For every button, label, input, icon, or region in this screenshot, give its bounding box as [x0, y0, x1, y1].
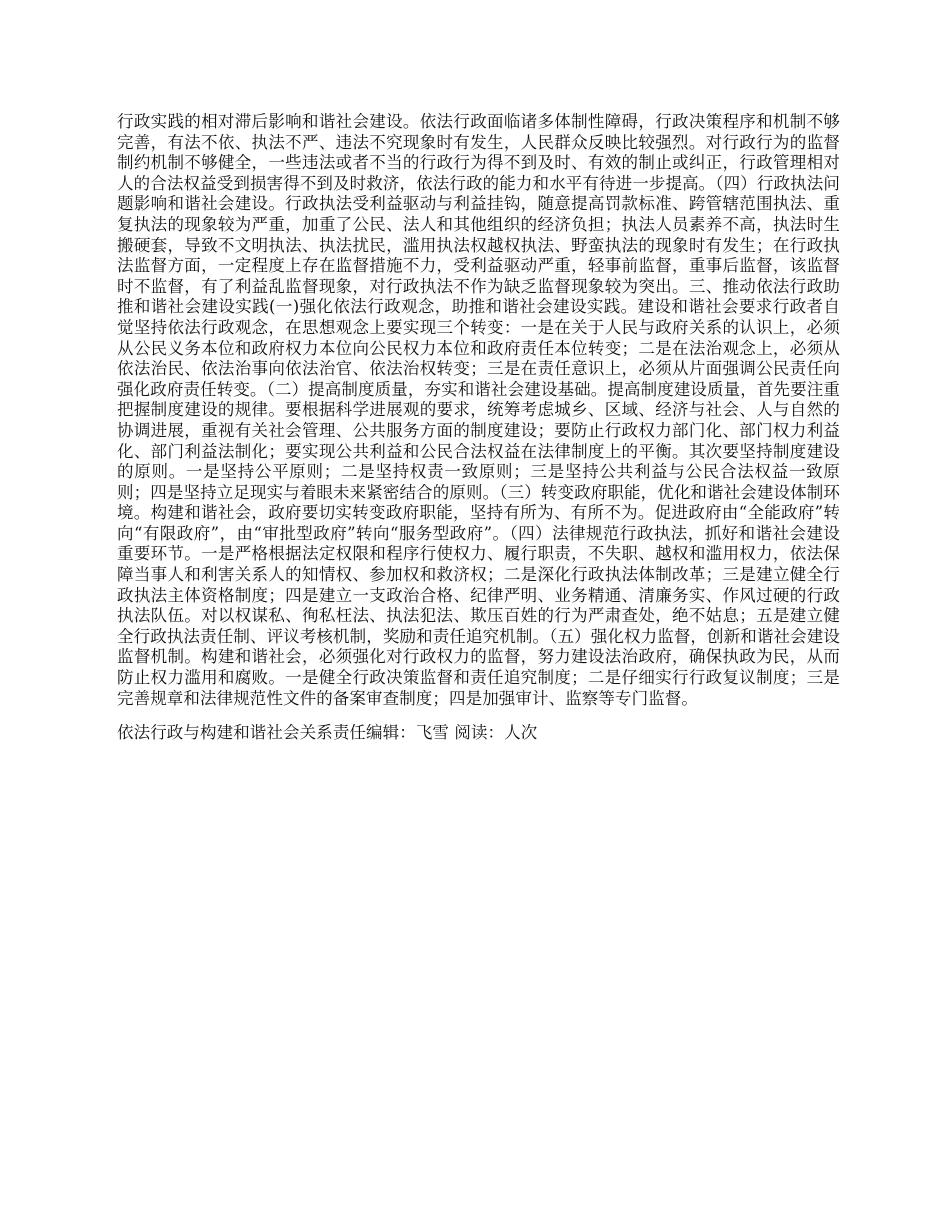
- article-footer: [117, 723, 840, 744]
- document-page: [117, 112, 840, 744]
- article-body: 行政实践的相对滞后影响和谐社会建设。依法行政面临诸多体制性障碍，行政决策程序和机制不够完善，有法不依、执法不严、违法不究现象时有发生，人民群众反映比较强烈。对行政行为的监督制约机制不够健全，一些违法或者不当的行政行为得不到及时、有效的制止或纠正，行政管理相对人的合法权益受到损害得不到及时救济，依法行政的能力和水平有待进一步提高。（四）行政执法问题影响和谐社会建设。行政执法受利益驱动与利益挂钩，随意提高罚款标准、跨管辖范围执法、重复执法的现象较为严重，加重了公民、法人和其他组织的经济负担；执法人员素养不高，执法时生搬硬套，导致不文明执法、执法扰民，滥用执法权越权执法、野蛮执法的现象时有发生；在行政执法监督方面，一定程度上存在监督措施不力，受利益驱动严重，轻事前监督，重事后监督，该监督时不监督，有了利益乱监督现象，对行政执法不作为缺乏监督现象较为突出。三、推动依法行政助推和谐社会建设实践(一)强化依法行政观念，助推和谐社会建设实践。建设和谐社会要求行政者自觉坚持依法行政观念，在思想观念上要实现三个转变：一是在关于人民与政府关系的认识上，必须从公民义务本位和政府权力本位向公民权力本位和政府责任本位转变；二是在法治观念上，必须从依法治民、依法治事向依法治官、依法治权转变；三是在责任意识上，必须从片面强调公民责任向强化政府责任转变。（二）提高制度质量，夯实和谐社会建设基础。提高制度建设质量，首先要注重把握制度建设的规律。要根据科学进展观的要求，统筹考虑城乡、区域、经济与社会、人与自然的协调进展，重视有关社会管理、公共服务方面的制度建设；要防止行政权力部门化、部门权力利益化、部门利益法制化；要实现公共利益和公民合法权益在法律制度上的平衡。其次要坚持制度建设的原则。一是坚持公平原则；二是坚持权责一致原则；三是坚持公共利益与公民合法权益一致原则；四是坚持立足现实与着眼未来紧密结合的原则。（三）转变政府职能，优化和谐社会建设体制环境。构建和谐社会，政府要切实转变政府职能，坚持有所为、有所不为。促进政府由“全能政府”转向“有限政府”，由“审批型政府”转向“服务型政府”。（四）法律规范行政执法，抓好和谐社会建设重要环节。一是严格根据法定权限和程序行使权力、履行职责，不失职、越权和滥用权力，依法保障当事人和利害关系人的知情权、参加权和救济权；二是深化行政执法体制改革；三是建立健全行政执法主体资格制度；四是建立一支政治合格、纪律严明、业务精通、清廉务实、作风过硬的行政执法队伍。对以权谋私、徇私枉法、执法犯法、欺压百姓的行为严肃查处，绝不姑息；五是建立健全行政执法责任制、评议考核机制，奖励和责任追究机制。（五）强化权力监督，创新和谐社会建设监督机制。构建和谐社会，必须强化对行政权力的监督，努力建设法治政府，确保执政为民，从而防止权力滥用和腐败。一是健全行政决策监督和责任追究制度；二是仔细实行行政复议制度；三是完善规章和法律规范性文件的备案审查制度；四是加强审计、监察等专门监督。: [117, 112, 840, 708]
- article-title: 依法行政与构建和谐社会关系: [117, 723, 333, 743]
- reads-suffix: 人次: [504, 723, 538, 743]
- editor-name: 飞雪: [415, 723, 450, 743]
- editor-label: 责任编辑：: [332, 723, 416, 743]
- reads-label: 阅读：: [449, 723, 505, 743]
